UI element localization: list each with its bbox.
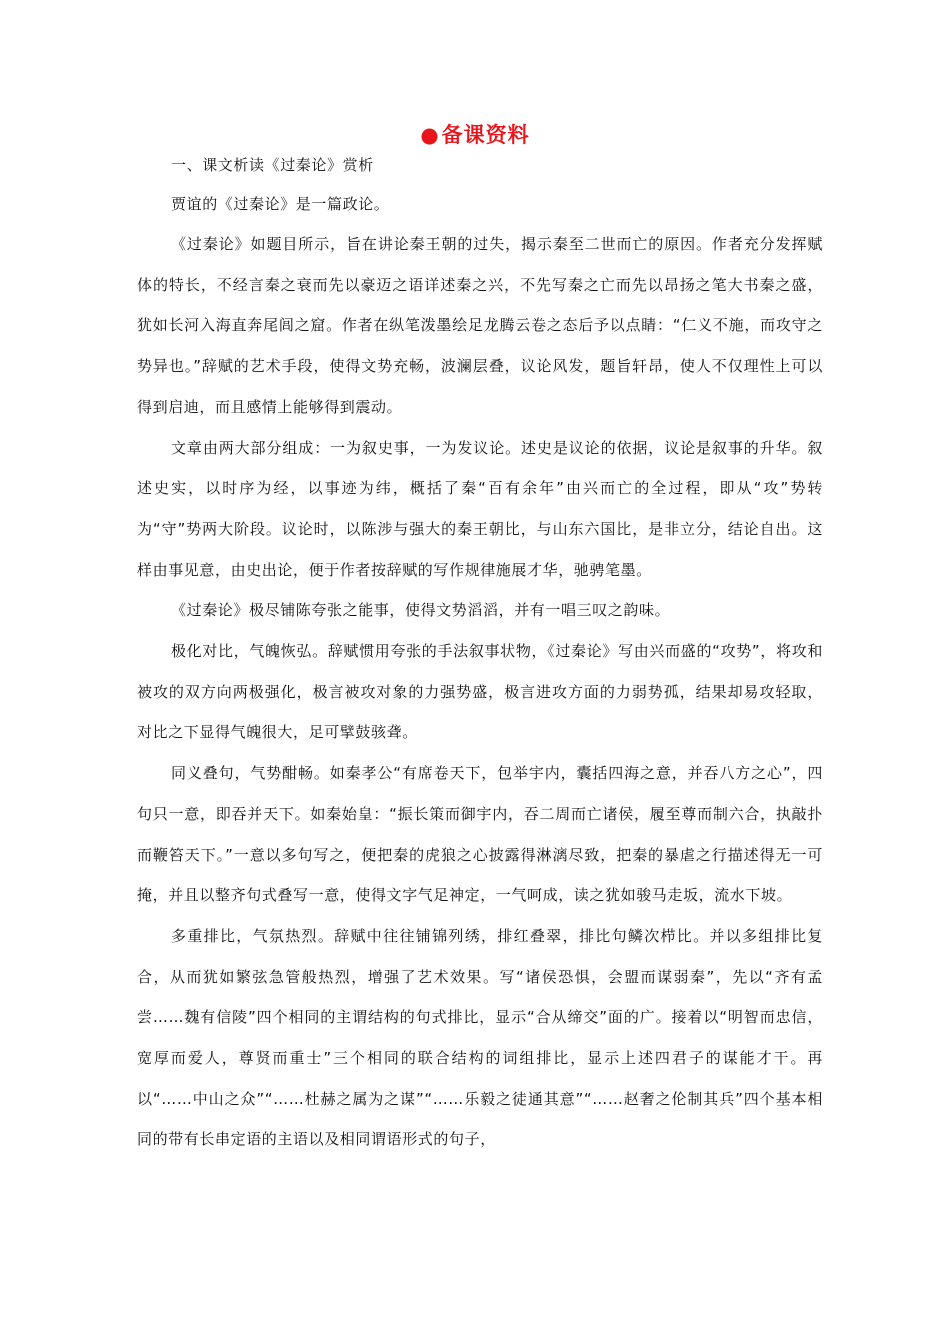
paragraph: 同义叠句，气势酣畅。如秦孝公“有席卷天下，包举宇内，囊括四海之意，并吞八方之心”，四句只一意，即吞并天下。如秦始皇：“振长策而御宇内，吞二周而亡诸侯，履至尊而制六合，执敲扑而鞭笞天下。”一意以多句写之，便把秦的虎狼之心披露得淋漓尽致，把秦的暴虐之行描述得无一可掩，并且以整齐句式叠写一意，使得文字气足神定，一气呵成，读之犹如骏马走坂，流水下坡。	[137, 764, 823, 905]
paragraph: 极化对比，气魄恢弘。辞赋惯用夸张的手法叙事状物，《过秦论》写由兴而盛的“攻势”，将攻和被攻的双方向两极强化，极言被攻对象的力强势盛，极言进攻方面的力弱势孤，结果却易攻轻取，对比之下显得气魄很大，足可擘鼓骇聋。	[137, 642, 823, 742]
page-title-text: 备课资料	[441, 123, 530, 147]
paragraph: 文章由两大部分组成：一为叙史事，一为发议论。述史是议论的依据，议论是叙事的升华。叙述史实，以时序为经，以事迹为纬，概括了秦“百有余年”由兴而亡的全过程，即从“攻”势转为“守”势两大阶段。议论时，以陈涉与强大的秦王朝比，与山东六国比，是非立分，结论自出。这样由事见意，由史出论，便于作者按辞赋的写作规律施展才华，驰骋笔墨。	[137, 438, 823, 579]
page-title	[0, 119, 950, 151]
document-body	[137, 150, 823, 1160]
paragraph: 《过秦论》如题目所示，旨在讲论秦王朝的过失，揭示秦至二世而亡的原因。作者充分发挥赋体的特长，不经言秦之衰而先以豪迈之语详述秦之兴，不先写秦之亡而先以昂扬之笔大书秦之盛，犹如长河入海直奔尾闾之窟。作者在纵笔泼墨绘足龙腾云卷之态后予以点睛：“仁义不施，而攻守之势异也。”辞赋的艺术手段，使得文势充畅，波澜层叠，议论风发，题旨轩昂，使人不仅理性上可以得到启迪，而且感情上能够得到震动。	[137, 235, 823, 416]
paragraph: 《过秦论》极尽铺陈夸张之能事，使得文势滔滔，并有一唱三叹之韵味。	[171, 601, 671, 620]
section-heading: 一、课文析读《过秦论》赏析	[171, 156, 374, 174]
paragraph: 多重排比，气氛热烈。辞赋中往往铺锦列绣，排红叠翠，排比句鳞次栉比。并以多组排比复合，从而犹如繁弦急管般热烈，增强了艺术效果。写“诸侯恐惧，会盟而谋弱秦”，先以“齐有孟尝……魏有信陵”四个相同的主谓结构的句式排比，显示“合从缔交”面的广。接着以“明智而忠信，宽厚而爱人，尊贤而重士”三个相同的联合结构的词组排比，显示上述四君子的谋能才干。再以“……中山之众”“……杜赫之属为之谋”“……乐毅之徒通其意”“……赵奢之伦制其兵”四个基本相同的带有长串定语的主语以及相同谓语形式的句子，	[137, 926, 823, 1149]
bullet-icon: ●	[420, 123, 440, 147]
paragraph: 贾谊的《过秦论》是一篇政论。	[171, 195, 390, 213]
